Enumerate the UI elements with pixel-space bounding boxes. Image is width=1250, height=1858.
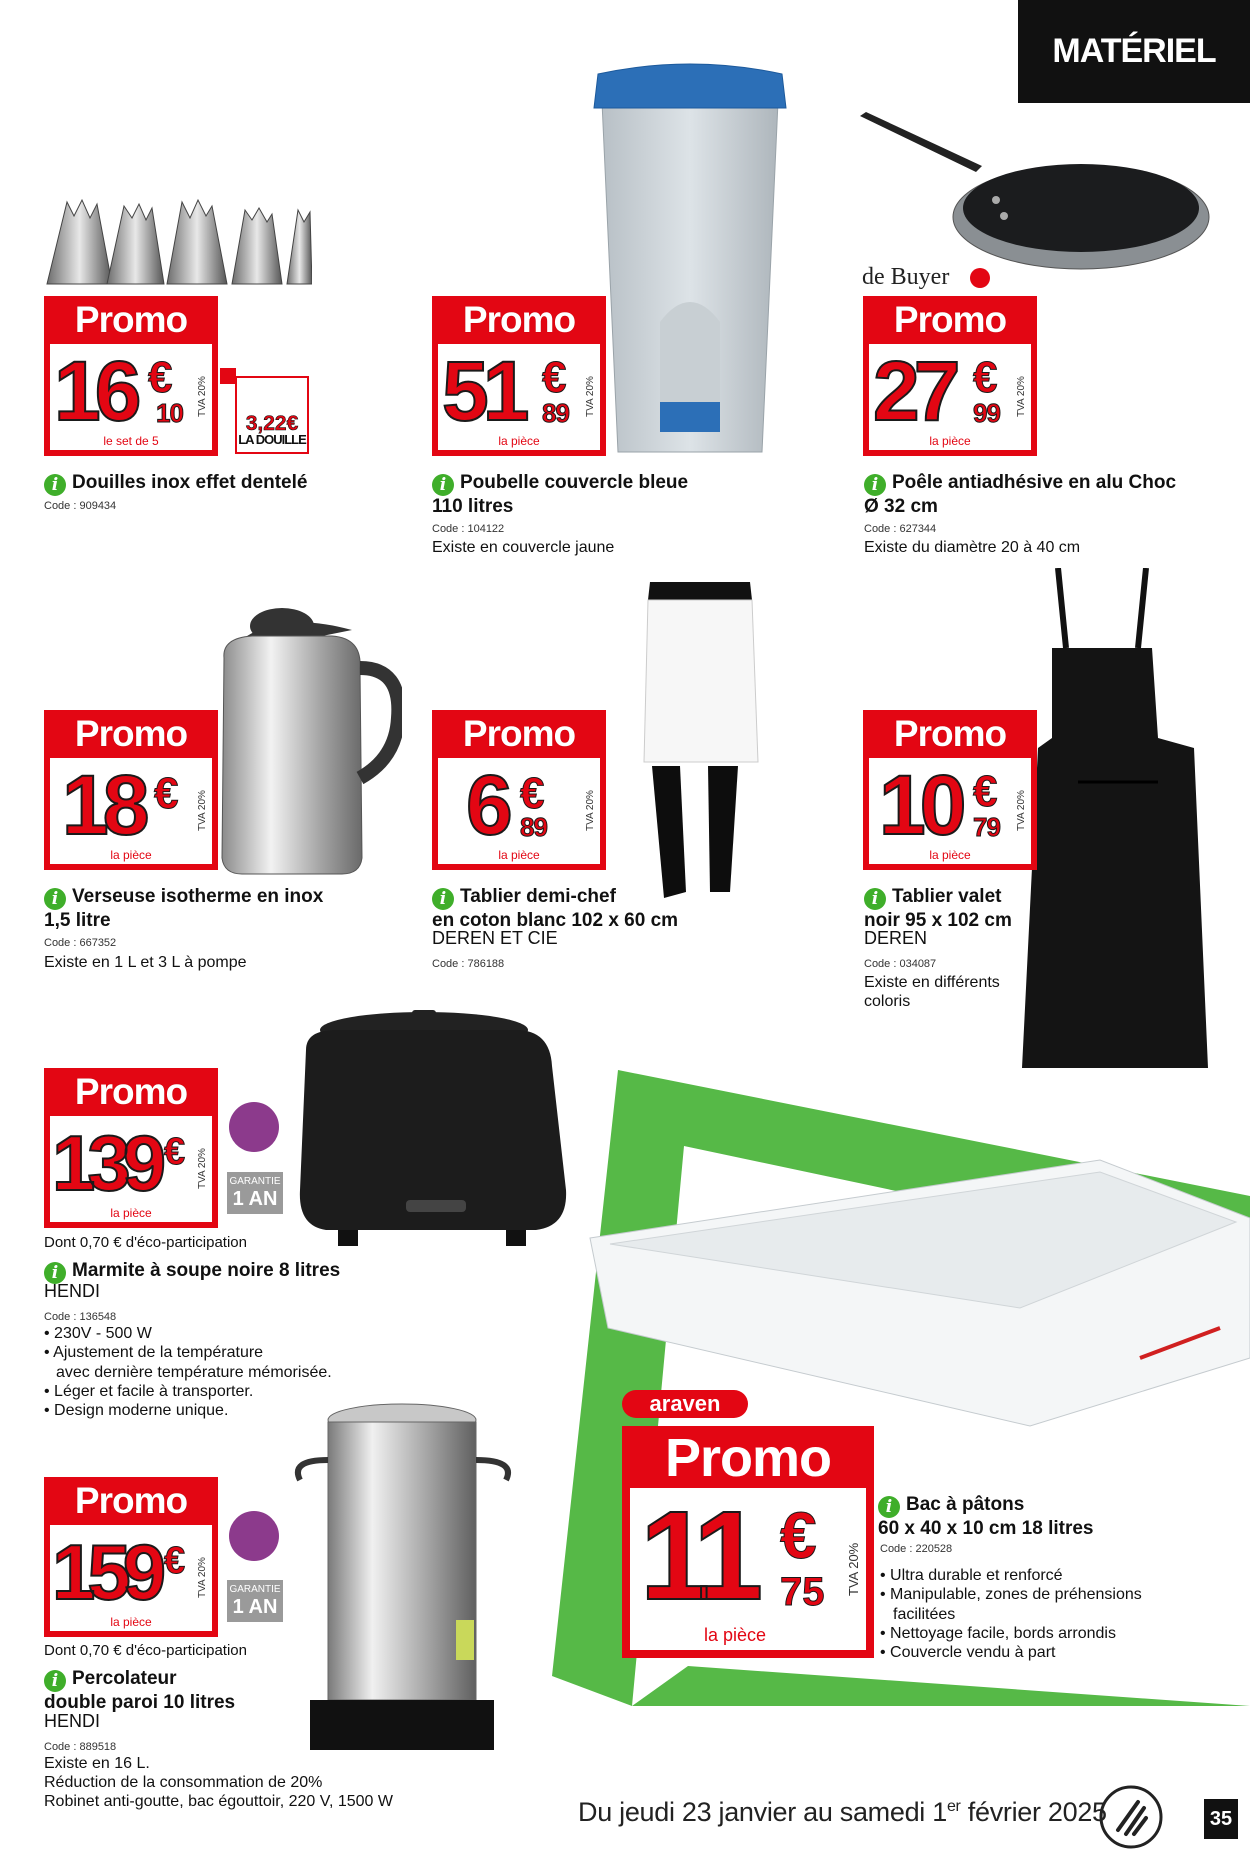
unit-price: 3,22€ (245, 412, 299, 435)
product-name: i Poubelle couvercle bleue 110 litres (432, 472, 689, 517)
promo-label: Promo (462, 713, 576, 754)
validity-dates: Du jeudi 23 janvier au samedi 1er février 2025 (578, 1797, 1107, 1827)
percolator-image (290, 1400, 520, 1760)
product-note: Existe en différents coloris (864, 974, 1000, 1010)
product-name: i Bac à pâtons 60 x 40 x 10 cm 18 litres (878, 1494, 1094, 1539)
tva-label: TVA 20% (1016, 790, 1027, 832)
price-unit: la pièce (110, 1615, 152, 1629)
price-unit: la pièce (110, 848, 152, 862)
feature-item: • Ajustement de la température (44, 1343, 263, 1362)
price-unit: la pièce (498, 848, 540, 862)
promo-badge-douilles (44, 296, 218, 456)
promo-badge-marmite (44, 1068, 218, 1228)
info-icon: i (864, 474, 886, 496)
guarantee-badge: GARANTIE 1 AN (227, 1580, 283, 1622)
product-brand: HENDI (44, 1711, 101, 1731)
promo-badge-tablier-valet (863, 710, 1037, 870)
price-cents: 75 (780, 1570, 825, 1614)
price-euro: € (164, 1131, 186, 1173)
brand-debuyer: de Buyer (862, 264, 950, 290)
promo-label: Promo (74, 713, 188, 754)
product-brand: DEREN ET CIE (432, 928, 558, 948)
product-brand: DEREN (864, 928, 928, 948)
price-unit: la pièce (929, 434, 971, 448)
tva-label: TVA 20% (585, 376, 596, 418)
promo-label: Promo (74, 299, 188, 340)
feature-item: • 230V - 500 W (44, 1324, 263, 1343)
promo-badge-percolateur (44, 1477, 218, 1637)
price-integer: 27 (873, 344, 955, 438)
product-name: i Poêle antiadhésive en alu Choc Ø 32 cm (864, 472, 1177, 517)
info-icon: i (44, 888, 66, 910)
dough-tray-image (580, 1158, 1250, 1428)
product-note: Existe en couvercle jaune (432, 539, 615, 556)
feature-item: • Nettoyage facile, bords arrondis (880, 1624, 1116, 1643)
trash-bin-image (590, 62, 790, 462)
product-note: Existe du diamètre 20 à 40 cm (864, 539, 1081, 556)
eco-participation: Dont 0,70 € d'éco-participation (44, 1642, 247, 1659)
tva-label: TVA 20% (846, 1542, 861, 1596)
feature-continuation: avec dernière température mémorisée. (56, 1364, 332, 1381)
product-code: Code : 034087 (864, 958, 937, 970)
promo-badge-bac (622, 1426, 874, 1658)
product-notes: Existe en 16 L. Réduction de la consommation de 20% Robinet anti-goutte, bac égouttoir, 220 V, 1500 W (44, 1755, 393, 1810)
product-code: Code : 136548 (44, 1311, 117, 1323)
price-unit: le set de 5 (103, 434, 159, 448)
feature-item: • Couvercle vendu à part (880, 1643, 1116, 1662)
price-integer: 159 (52, 1528, 159, 1616)
price-integer: 18 (62, 758, 144, 852)
product-brand: HENDI (44, 1281, 101, 1301)
product-code: Code : 909434 (44, 500, 117, 512)
info-icon: i (432, 888, 454, 910)
price-euro: € (520, 769, 545, 818)
tva-label: TVA 20% (197, 1148, 208, 1190)
promo-badge-verseuse (44, 710, 218, 870)
feature-item: • Léger et facile à transporter. (44, 1382, 253, 1401)
feature-item: • Design moderne unique. (44, 1401, 253, 1420)
price-euro: € (148, 353, 173, 402)
tva-label: TVA 20% (197, 790, 208, 832)
price-integer: 139 (52, 1119, 159, 1207)
section-title: MATÉRIEL (1018, 0, 1250, 103)
price-euro: € (780, 1498, 817, 1572)
unit-price-label: LA DOUILLE (238, 432, 306, 447)
thermos-jug-image (212, 608, 402, 880)
product-name: i Tablier demi-chef en coton blanc 102 x 60 cm (432, 886, 679, 931)
product-code: Code : 667352 (44, 937, 117, 949)
feature-list (880, 1624, 1116, 1662)
eco-participation: Dont 0,70 € d'éco-participation (44, 1234, 247, 1251)
product-note: Existe en 1 L et 3 L à pompe (44, 954, 247, 971)
product-code: Code : 104122 (432, 523, 505, 535)
info-icon: i (864, 888, 886, 910)
price-euro: € (542, 353, 567, 402)
info-icon: i (44, 474, 66, 496)
price-integer: 16 (54, 344, 136, 438)
product-code: Code : 786188 (432, 958, 505, 970)
feature-item: • Ultra durable et renforcé (880, 1566, 1142, 1585)
product-name: i Marmite à soupe noire 8 litres (44, 1260, 340, 1284)
price-cents: 10 (156, 398, 183, 428)
price-unit: la pièce (498, 434, 540, 448)
price-cents: 99 (973, 398, 1000, 428)
info-icon: i (44, 1670, 66, 1692)
product-code: Code : 220528 (880, 1543, 953, 1555)
tva-label: TVA 20% (197, 376, 208, 418)
promo-badge-poele (863, 296, 1037, 456)
price-cents: 89 (542, 398, 569, 428)
price-euro: € (973, 353, 998, 402)
promo-badge-tablier-demi (432, 710, 606, 870)
promo-label: Promo (74, 1071, 188, 1112)
product-name: i Douilles inox effet dentelé (44, 472, 307, 496)
feature-continuation: facilitées (893, 1606, 956, 1623)
product-code: Code : 627344 (864, 523, 937, 535)
price-cents: 79 (973, 812, 1000, 842)
guarantee-badge: GARANTIE 1 AN (227, 1172, 283, 1214)
product-name: i Verseuse isotherme en inox 1,5 litre (44, 886, 324, 931)
price-unit: la pièce (703, 1625, 767, 1645)
tva-label: TVA 20% (1016, 376, 1027, 418)
soup-kettle-image (296, 1010, 576, 1256)
promo-label: Promo (893, 299, 1007, 340)
page-number: 35 (1204, 1799, 1238, 1839)
tva-label: TVA 20% (197, 1557, 208, 1599)
feature-list (44, 1324, 263, 1362)
feature-list (44, 1382, 253, 1420)
product-name: i Percolateur double paroi 10 litres (44, 1668, 236, 1713)
product-code: Code : 889518 (44, 1741, 117, 1753)
product-name: i Tablier valet noir 95 x 102 cm (864, 886, 1012, 931)
pen-icon (229, 1102, 279, 1152)
price-euro: € (973, 767, 998, 816)
brand-araven: araven (622, 1390, 748, 1418)
chef-utensils-icon (1098, 1784, 1164, 1850)
red-square (220, 368, 236, 384)
price-integer: 11 (640, 1485, 754, 1626)
promo-label: Promo (74, 1480, 188, 1521)
feature-list (880, 1566, 1142, 1604)
info-icon: i (44, 1262, 66, 1284)
tva-label: TVA 20% (585, 790, 596, 832)
price-unit: la pièce (110, 1206, 152, 1220)
promo-label: Promo (664, 1428, 832, 1488)
promo-label: Promo (893, 713, 1007, 754)
feature-item: • Manipulable, zones de préhensions (880, 1585, 1142, 1604)
price-euro: € (154, 769, 179, 818)
price-euro: € (164, 1540, 186, 1582)
piping-tips-image (42, 196, 312, 286)
promo-badge-poubelle (432, 296, 606, 456)
pen-icon (229, 1511, 279, 1561)
info-icon: i (432, 474, 454, 496)
price-integer: 10 (879, 758, 961, 852)
debuyer-logo-icon (970, 268, 990, 288)
price-unit: la pièce (929, 848, 971, 862)
info-icon: i (878, 1496, 900, 1518)
price-integer: 6 (466, 758, 507, 852)
bib-apron-image (1018, 568, 1218, 1072)
price-integer: 51 (442, 344, 524, 438)
price-cents: 89 (520, 812, 547, 842)
half-apron-image (620, 582, 780, 902)
promo-label: Promo (462, 299, 576, 340)
